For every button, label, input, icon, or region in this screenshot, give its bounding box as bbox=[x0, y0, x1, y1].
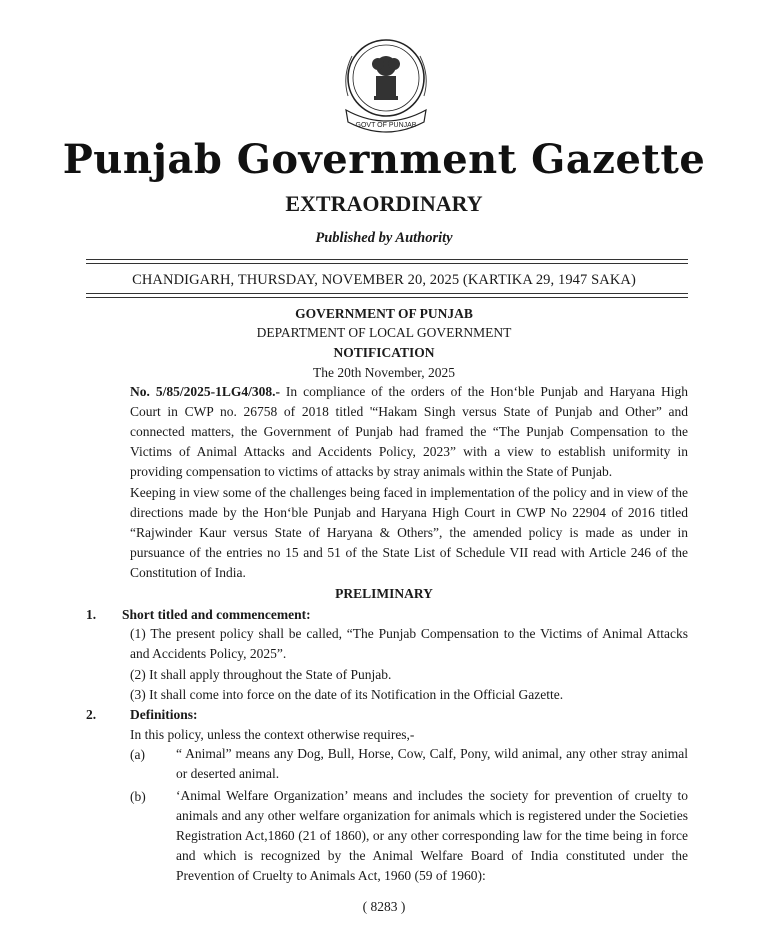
page-number: ( 8283 ) bbox=[362, 899, 406, 914]
emblem-banner-text: GOVT OF PUNJAB bbox=[355, 122, 417, 129]
paragraph-2-text: Keeping in view some of the challenges being faced in implementation of the policy and in view of the directions made by the Hon‘ble Punjab and Haryana High Court in CWP No 22904 of 2016 titled “Rajwinder Kaur versus State of Haryana & Others”, the amended policy is made as under in pursuance of the entries no 15 and 51 of the State List of Schedule VII read with Article 246 of the Constitution of India. bbox=[130, 485, 688, 580]
section-2-heading: Definitions: bbox=[130, 707, 198, 722]
preliminary-heading: PRELIMINARY bbox=[335, 586, 433, 601]
divider-top-2 bbox=[86, 263, 688, 264]
definition-b-label: (b) bbox=[130, 789, 146, 804]
notification-heading: NOTIFICATION bbox=[333, 345, 435, 360]
government-heading: GOVERNMENT OF PUNJAB bbox=[295, 306, 473, 321]
divider-bottom-1 bbox=[86, 293, 688, 294]
divider-top-1 bbox=[86, 259, 688, 260]
definition-a-label: (a) bbox=[130, 747, 145, 762]
department-heading: DEPARTMENT OF LOCAL GOVERNMENT bbox=[256, 325, 512, 340]
reference-number: No. 5/85/2025-1LG4/308.- bbox=[130, 384, 280, 399]
section-1-number: 1. bbox=[86, 607, 97, 622]
gazette-title: Punjab Government Gazette bbox=[62, 136, 706, 183]
paragraph-2 bbox=[86, 483, 688, 583]
section-1-heading: Short titled and commencement: bbox=[122, 607, 311, 622]
section-1-clause-2: (2) It shall apply throughout the State of Punjab. bbox=[130, 667, 392, 682]
definition-b-text: ‘Animal Welfare Organization’ means and includes the society for prevention of cruelty to animals and any other welfare organization for animals which is registered under the Societies Registration Act,1860 (21 of 1860), or any other corresponding law for the time being in force and which is recognized by the Animal Welfare Board of India constituted under the Prevention of Cruelty to Animals Act, 1960 (59 of 1960): bbox=[176, 788, 688, 883]
notification-date: The 20th November, 2025 bbox=[313, 365, 455, 380]
state-emblem bbox=[338, 36, 434, 140]
section-1-clause-1: (1) The present policy shall be called, “The Punjab Compensation to the Victims of Animal Attacks and Accidents Policy, 2025”. bbox=[130, 626, 688, 661]
paragraph-1 bbox=[86, 382, 688, 482]
definition-a-text: “ Animal” means any Dog, Bull, Horse, Cow, Calf, Pony, wild animal, any other stray animal or deserted animal. bbox=[176, 746, 688, 781]
divider-bottom-2 bbox=[86, 297, 688, 298]
gazette-subtitle: EXTRAORDINARY bbox=[285, 191, 483, 216]
paragraph-1-text: In compliance of the orders of the Hon‘ble Punjab and Haryana High Court in CWP no. 26758 of 2018 titled '“Hakam Singh versus State of Punjab and Other” and connected matters, the Government of Punjab had framed the “The Punjab Compensation to the Victims of Animal Attacks and Accidents Policy, 2023” with a view to establish uniformity in providing compensation to victims of attacks by stray animals within the State of Punjab. bbox=[130, 384, 688, 479]
section-2-intro: In this policy, unless the context otherwise requires,- bbox=[130, 727, 415, 742]
section-1-clause-3: (3) It shall come into force on the date of its Notification in the Official Gazette. bbox=[130, 687, 564, 702]
published-by-authority: Published by Authority bbox=[315, 230, 453, 246]
dateline: CHANDIGARH, THURSDAY, NOVEMBER 20, 2025 (KARTIKA 29, 1947 SAKA) bbox=[132, 272, 636, 288]
section-2-number: 2. bbox=[86, 707, 97, 722]
